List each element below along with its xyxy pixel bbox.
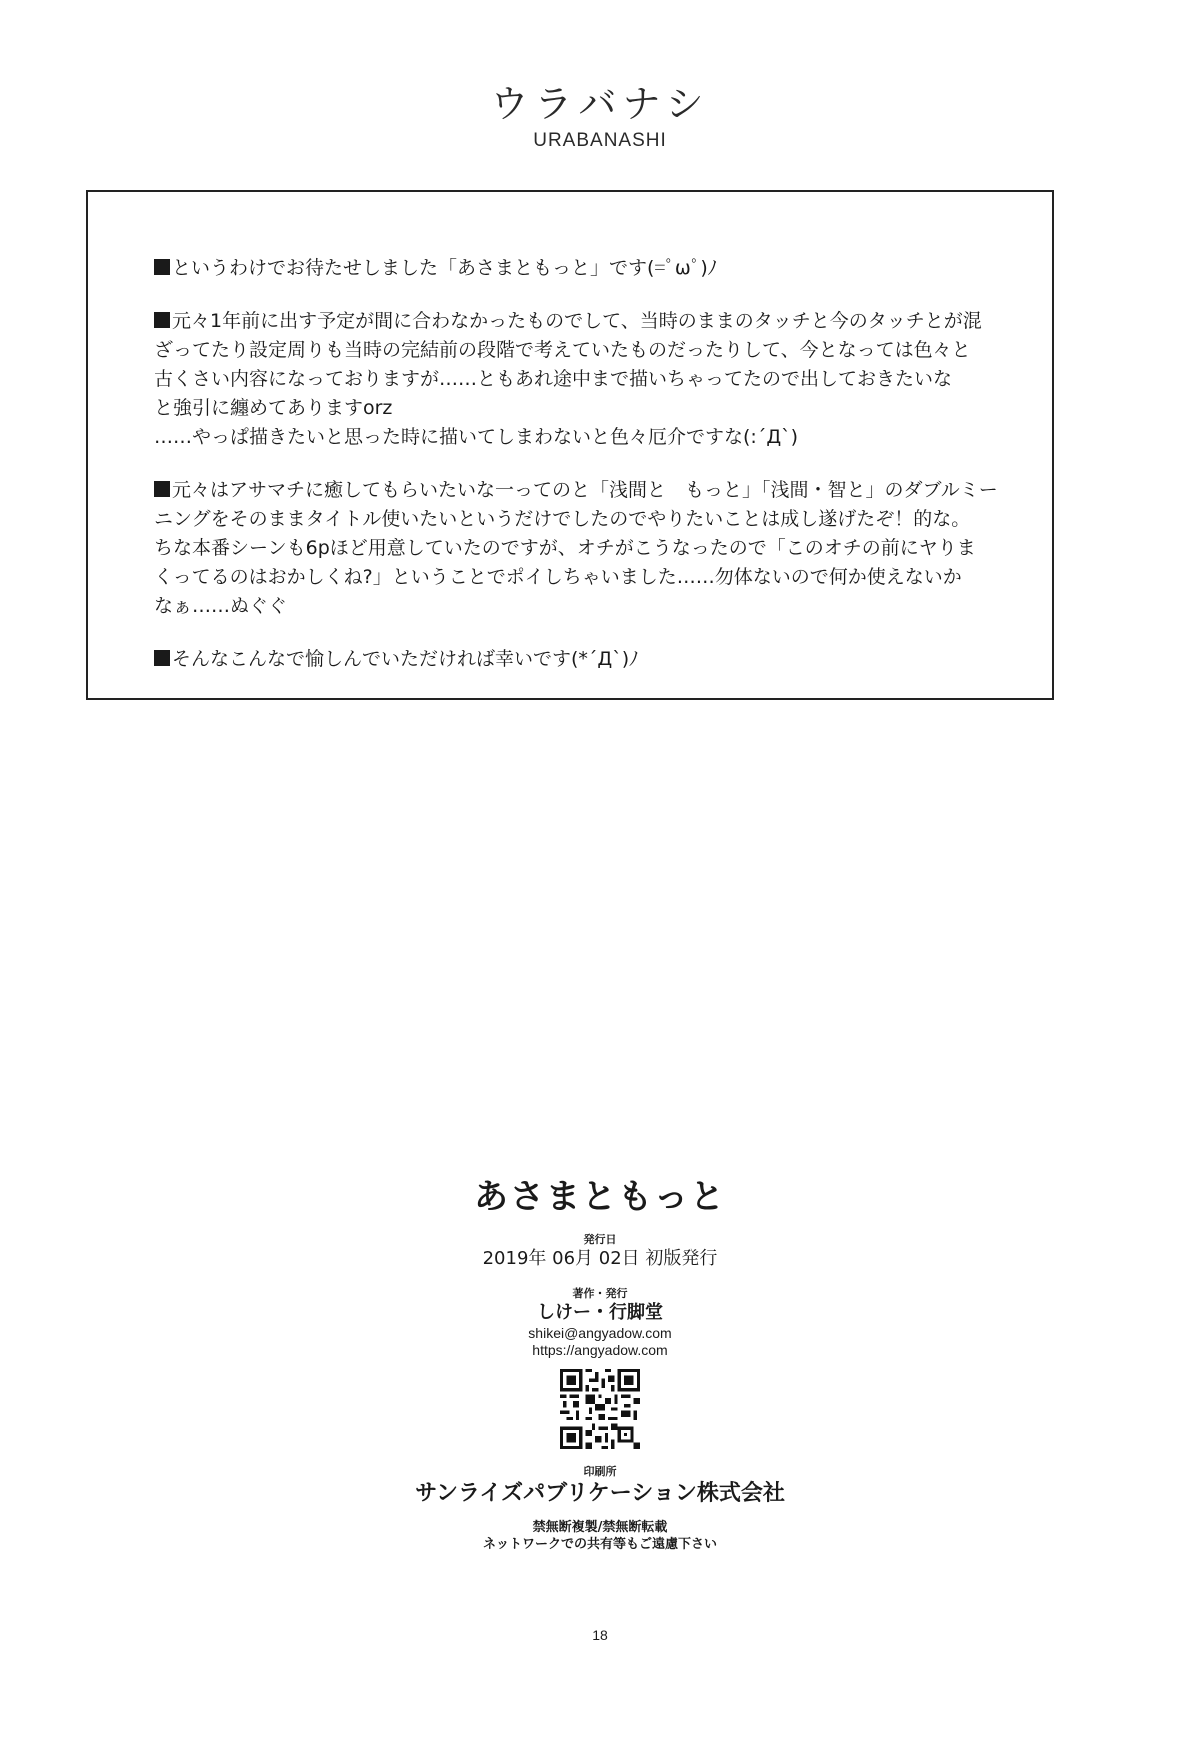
paragraph-text: そんなこんなで愉しんでいただければ幸いです(*´Д`)ﾉ	[172, 648, 639, 670]
book-title: あさまともっと	[474, 1177, 726, 1217]
afterword-paragraph	[154, 307, 1014, 452]
afterword-box	[86, 190, 1054, 700]
header-subtitle: URABANASHI	[533, 130, 667, 151]
author-value: しけー・行脚堂	[537, 1302, 663, 1323]
afterword-paragraph	[154, 645, 1014, 674]
square-bullet-icon	[154, 481, 170, 497]
share-notice: ネットワークでの共有等もご遠慮下さい	[482, 1537, 717, 1552]
afterword-paragraphs	[154, 254, 1014, 698]
paragraph-text: というわけでお待たせしました「あさまともっと」です(=ﾟωﾟ)ﾉ	[172, 257, 718, 279]
author-label: 著作・発行	[572, 1287, 628, 1300]
copy-notice: 禁無断複製/禁無断転載	[532, 1520, 668, 1535]
printer-label: 印刷所	[583, 1465, 617, 1478]
qr-code-icon	[560, 1369, 640, 1449]
page-number: 18	[592, 1627, 608, 1643]
page-header	[0, 82, 1200, 152]
printer-value: サンライズパブリケーション株式会社	[415, 1481, 785, 1506]
afterword-paragraph	[154, 476, 1014, 621]
paragraph-text: 元々はアサマチに癒してもらいたいな一ってのと「浅間と もっと」「浅間・智と」のダブルミー ニングをそのままタイトル使いたいというだけでしたのでやりたいことは成し遂げたぞ！的な。 ちな本番シーンも6pほど用意していたのですが、オチがこうなったので「このオチの前にヤりま くってるのはおかしくね?」ということでポイしちゃいました……勿体ないので何か使えないか なぁ……ぬぐぐ	[154, 479, 998, 617]
header-logo: ウラバナシ	[490, 82, 710, 126]
square-bullet-icon	[154, 259, 170, 275]
square-bullet-icon	[154, 312, 170, 328]
date-label: 発行日	[583, 1233, 617, 1246]
author-url: https://angyadow.com	[532, 1342, 668, 1358]
square-bullet-icon	[154, 650, 170, 666]
afterword-paragraph	[154, 254, 1014, 283]
author-email: shikei@angyadow.com	[528, 1325, 672, 1341]
paragraph-text: 元々1年前に出す予定が間に合わなかったものでして、当時のままのタッチと今のタッチとが混 ざってたり設定周りも当時の完結前の段階で考えていたものだったりして、今となっては色々と 古くさい内容になっておりますが……ともあれ途中まで描いちゃってたので出しておきたいな と強引に纏めてありますorz ……やっぱ描きたいと思った時に描いてしまわないと色々厄介ですな(:´Д`)	[154, 310, 982, 448]
date-value: 2019年 06月 02日 初版発行	[482, 1248, 718, 1269]
colophon	[0, 1175, 1200, 1553]
